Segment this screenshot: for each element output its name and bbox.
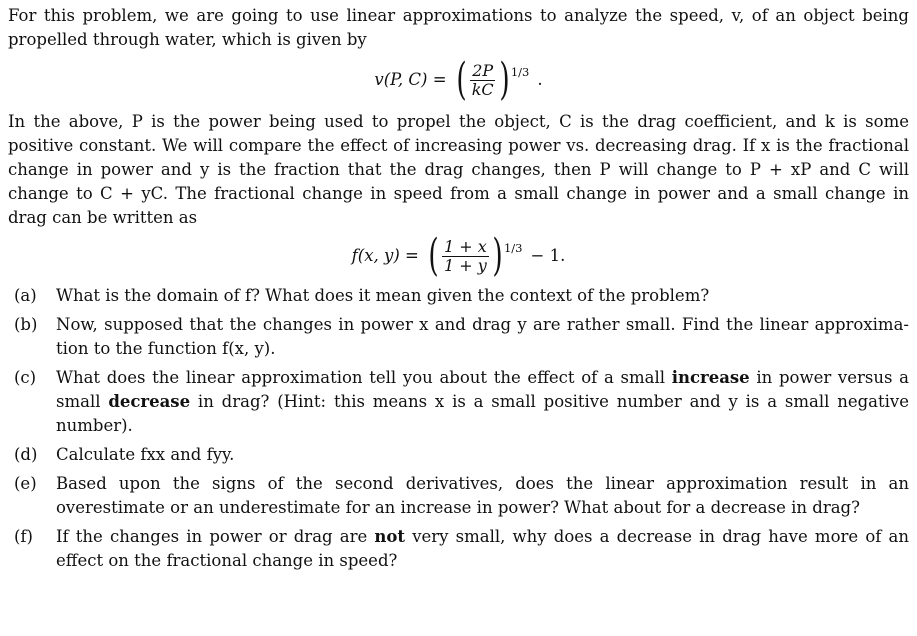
fraction (470, 62, 496, 99)
left-paren: ( (455, 54, 467, 105)
part-text: What is the domain of f? What does it mean given the context of the problem? (56, 286, 710, 305)
bold-word: increase (671, 368, 750, 387)
part-label: (f) (14, 527, 33, 546)
part-text (56, 525, 909, 573)
fraction-denominator: 1 + y (444, 255, 487, 275)
part-label: (e) (14, 474, 37, 493)
text-segment: in power versus a small (56, 368, 909, 411)
part-text: Based upon the signs of the second derivatives, does the linear approximation result in an overestimate or an underestimate for an increase in power? What about for a decrease in drag? (56, 474, 909, 517)
part-a (8, 284, 909, 308)
equation-trail: . (537, 70, 543, 89)
part-text: Calculate fxx and fyy. (56, 445, 235, 464)
equation-lhs: f(x, y) = (351, 246, 419, 265)
bold-word: not (374, 527, 406, 546)
part-b (8, 313, 909, 361)
exponent: 1/3 (510, 65, 530, 79)
speed-equation (8, 54, 909, 105)
fraction-denominator: kC (471, 79, 494, 99)
intro-paragraph: For this problem, we are going to use linear approximations to analyze the speed, v, of an object being propelled through water, which is given by (8, 6, 909, 49)
part-text: Now, supposed that the changes in power x and drag y are rather small. Find the linear approxima-tion to the function f(x, y). (56, 315, 909, 358)
fraction (442, 238, 489, 275)
part-text (56, 366, 909, 438)
equation-lhs: v(P, C) = (374, 70, 447, 89)
left-paren: ( (428, 230, 439, 281)
text-segment: If the changes in power or drag are (56, 527, 375, 546)
part-label: (d) (14, 445, 38, 464)
body-paragraph: In the above, P is the power being used to propel the object, C is the drag coefficient, and k is some positive constant. We will compare the effect of increasing power vs. decreasing drag. If x is the fractional change in power and y is the fraction that the drag changes, then P will change to P + xP and C will change to C + yC. The fractional change in speed from a small change in power and a small change in drag can be written as (8, 112, 909, 227)
part-c (8, 366, 909, 438)
exponent: 1/3 (503, 241, 523, 255)
part-label: (c) (14, 368, 37, 387)
part-e (8, 472, 909, 520)
right-paren: ) (499, 54, 510, 105)
part-label: (a) (14, 286, 37, 305)
right-paren: ) (492, 230, 503, 281)
text-segment: very small, why does a decrease in drag have more of an effect on the fractional change in speed? (56, 527, 909, 570)
fractional-change-equation (8, 230, 909, 281)
equation-trail: − 1. (530, 246, 566, 265)
fraction-numerator: 2P (472, 60, 494, 80)
question-parts (8, 284, 909, 573)
part-d (8, 443, 909, 467)
part-label: (b) (14, 315, 38, 334)
text-segment: What does the linear approximation tell you about the effect of a small (56, 368, 672, 387)
bold-word: decrease (108, 392, 191, 411)
text-segment: in drag? (Hint: this means x is a small positive number and y is a small negative number). (56, 392, 909, 435)
part-f (8, 525, 909, 573)
fraction-numerator: 1 + x (444, 236, 487, 256)
